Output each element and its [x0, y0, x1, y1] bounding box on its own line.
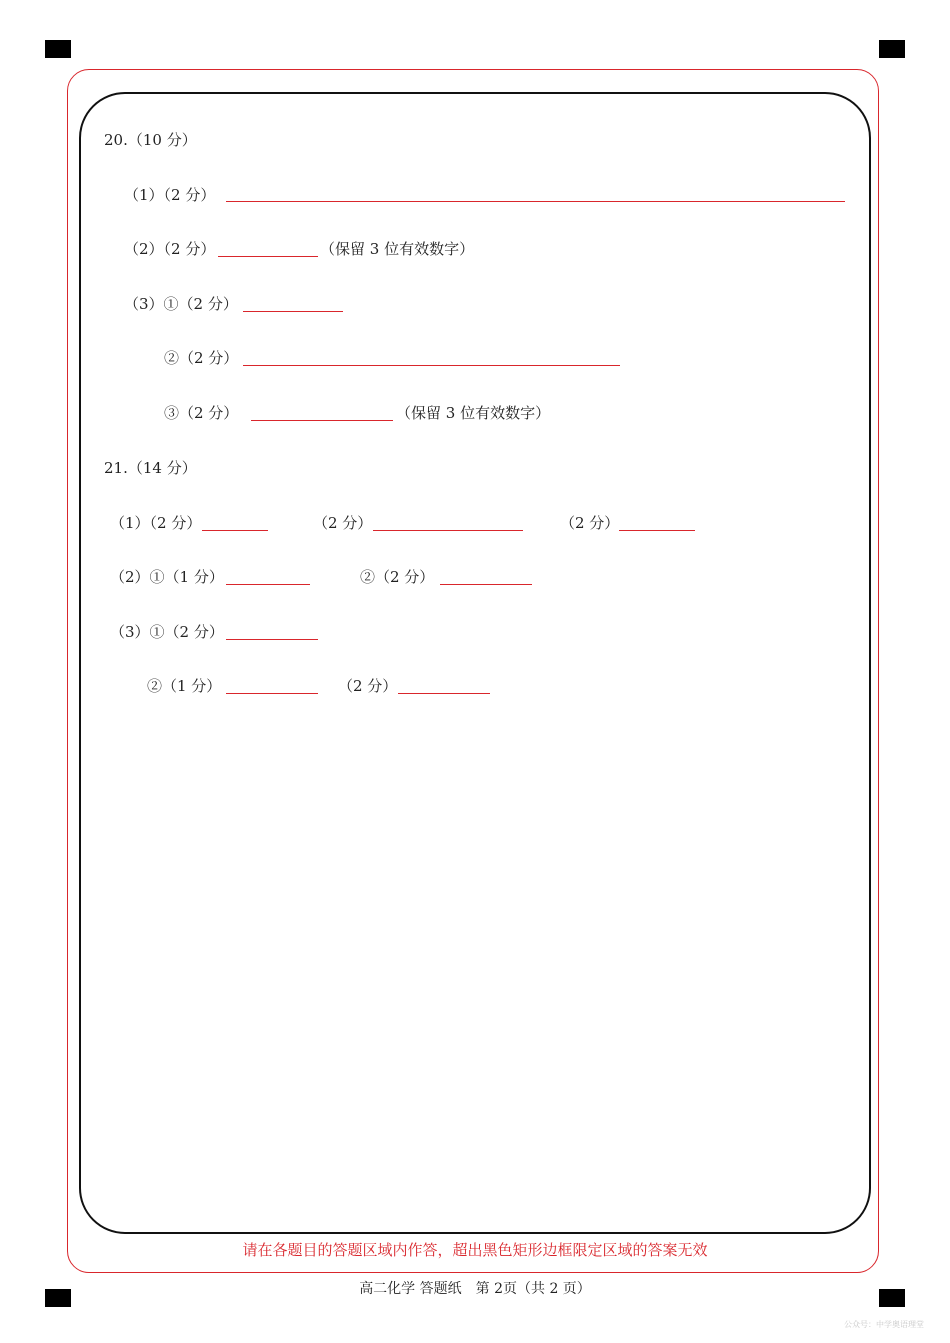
watermark: 公众号：中学奥语理堂: [844, 1320, 924, 1329]
q21-part2-1-answer-line[interactable]: [226, 584, 310, 585]
q21-part3-1-answer-line[interactable]: [226, 639, 318, 640]
q20-title: 20.（10 分）: [104, 131, 197, 149]
q21-part3-2b-label: （2 分）: [338, 677, 398, 695]
q20-part3-3-note: （保留 3 位有效数字）: [396, 404, 551, 422]
q21-part1-c-label: （2 分）: [560, 514, 620, 532]
q21-part3-label: （3）①（2 分）: [110, 623, 224, 641]
q20-part2-note: （保留 3 位有效数字）: [320, 240, 475, 258]
page-footer: 高二化学 答题纸 第 2页（共 2 页）: [359, 1281, 591, 1297]
registration-mark-top-left: [45, 40, 71, 58]
q20-part3-1-answer-line[interactable]: [243, 311, 343, 312]
q20-part2-label: （2）（2 分）: [124, 240, 216, 258]
q21-part2-label: （2）①（1 分）: [110, 568, 224, 586]
registration-mark-top-right: [879, 40, 905, 58]
q21-part1-a-answer-line[interactable]: [202, 530, 268, 531]
q21-part1-c-answer-line[interactable]: [619, 530, 695, 531]
answer-area-black-frame: [79, 92, 871, 1234]
q20-part1-label: （1）（2 分）: [124, 186, 216, 204]
q21-part1-label: （1）（2 分）: [110, 514, 202, 532]
q21-part2-2-answer-line[interactable]: [440, 584, 532, 585]
q20-part3-3-answer-line[interactable]: [251, 420, 393, 421]
answer-area-notice: 请在各题目的答题区域内作答，超出黑色矩形边框限定区域的答案无效: [242, 1241, 708, 1259]
q21-part1-b-answer-line[interactable]: [373, 530, 523, 531]
q21-part3-2a-answer-line[interactable]: [226, 693, 318, 694]
q21-part3-2b-answer-line[interactable]: [398, 693, 490, 694]
q21-part2-2-label: ②（2 分）: [360, 568, 435, 586]
q21-part1-b-label: （2 分）: [313, 514, 373, 532]
q20-part3-2-label: ②（2 分）: [164, 349, 239, 367]
q20-part2-answer-line[interactable]: [218, 256, 318, 257]
q21-part3-2-label: ②（1 分）: [147, 677, 222, 695]
q20-part3-3-label: ③（2 分）: [164, 404, 239, 422]
q20-part3-2-answer-line[interactable]: [243, 365, 620, 366]
q20-part3-1-label: （3）①（2 分）: [124, 295, 238, 313]
q20-part1-answer-line[interactable]: [226, 201, 845, 202]
q21-title: 21.（14 分）: [104, 459, 197, 477]
